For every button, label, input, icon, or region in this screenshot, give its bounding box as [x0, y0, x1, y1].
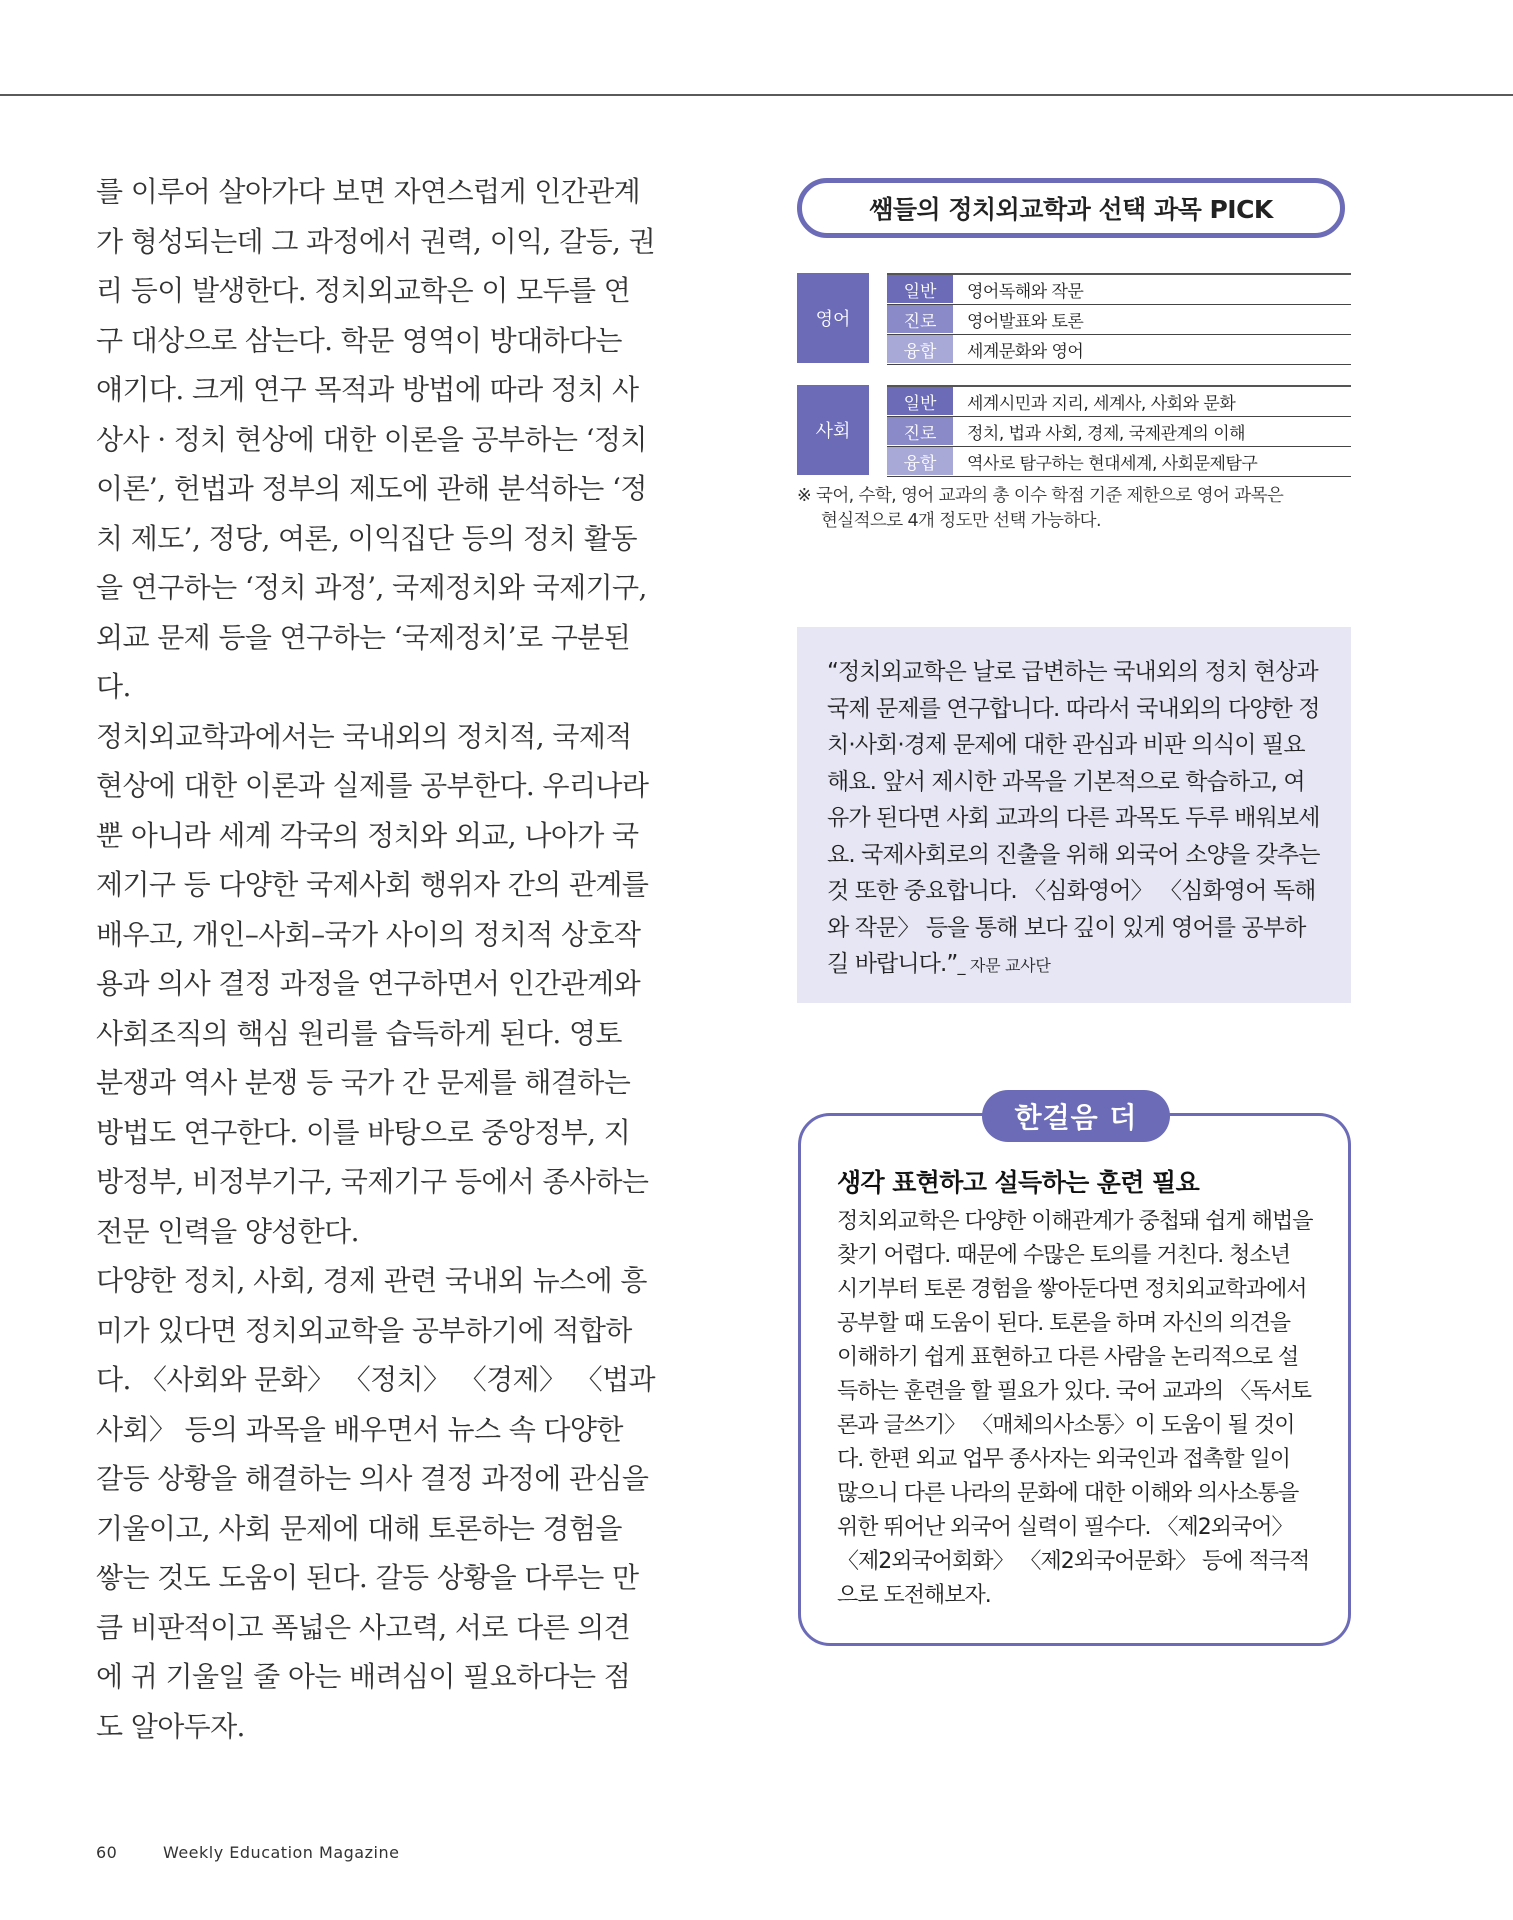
- subject-row: [887, 305, 1351, 335]
- row-text: 역사로 탐구하는 현대세계, 사회문제탐구: [967, 454, 1258, 474]
- more-heading: 생각 표현하고 설득하는 훈련 필요: [837, 1168, 1200, 1197]
- subject-rows: [887, 385, 1351, 477]
- table-footnote: [797, 484, 1357, 534]
- quote-body: “정치외교학은 날로 급변하는 국내외의 정치 현상과 국제 문제를 연구합니다. 따라서 국내외의 다양한 정치·사회·경제 문제에 대한 관심과 비판 의식이 필요해요. 앞서 제시한 과목을 기본적으로 학습하고, 여유가 된다면 사회 교과의 다른 과목도 두루 배워보세요. 국제사회로의 진출을 위해 외국어 소양을 갖추는 것 또한 중요합니다. 〈심화영어〉 〈심화영어 독해와 작문〉 등을 통해 보다 깊이 있게 영어를 공부하길 바랍니다.”: [827, 659, 1320, 977]
- row-tag: 일반: [887, 275, 953, 304]
- page-footer: [96, 1843, 399, 1862]
- subject-row: [887, 387, 1351, 417]
- more-text: 정치외교학은 다양한 이해관계가 중첩돼 쉽게 해법을 찾기 어렵다. 때문에 수많은 토의를 거친다. 청소년 시기부터 토론 경험을 쌓아둔다면 정치외교학과에서 공부할 때 도움이 된다. 토론을 하며 자신의 의견을 이해하기 쉽게 표현하고 다른 사람을 논리적으로 설득하는 훈련을 할 필요가 있다. 국어 교과의 〈독서토론과 글쓰기〉 〈매체의사소통〉이 도움이 될 것이다. 한편 외교 업무 종사자는 외국인과 접촉할 일이 많으니 다른 나라의 문화에 대한 이해와 의사소통을 위한 뛰어난 외국어 실력이 필수다. 〈제2외국어〉 〈제2외국어회화〉 〈제2외국어문화〉 등에 적극적으로 도전해보자.: [837, 1209, 1313, 1608]
- subject-row: [887, 335, 1351, 365]
- row-tag: 진로: [887, 305, 953, 334]
- magazine-name: Weekly Education Magazine: [162, 1843, 400, 1862]
- advisor-quote-box: [797, 627, 1351, 1003]
- page-number: 60: [96, 1843, 118, 1862]
- header-rule: [0, 94, 1513, 96]
- article-body: [96, 167, 656, 1751]
- body-paragraph: 다양한 정치, 사회, 경제 관련 국내외 뉴스에 흥미가 있다면 정치외교학을 공부하기에 적합하다. 〈사회와 문화〉 〈정치〉 〈경제〉 〈법과 사회〉 등의 과목을 배우면서 뉴스 속 다양한 갈등 상황을 해결하는 의사 결정 과정에 관심을 기울이고, 사회 문제에 대해 토론하는 경험을 쌓는 것도 도움이 된다. 갈등 상황을 다루는 만큼 비판적이고 폭넓은 사고력, 서로 다른 의견에 귀 기울일 줄 아는 배려심이 필요하다는 점도 알아두자.: [96, 1264, 655, 1743]
- quote-text: [827, 654, 1323, 985]
- body-paragraph: 정치외교학과에서는 국내외의 정치적, 국제적 현상에 대한 이론과 실제를 공부한다. 우리나라뿐 아니라 세계 각국의 정치와 외교, 나아가 국제기구 등 다양한 국제사회 행위자 간의 관계를 배우고, 개인–사회–국가 사이의 정치적 상호작용과 의사 결정 과정을 연구하면서 인간관계와 사회조직의 핵심 원리를 습득하게 된다. 영토 분쟁과 역사 분쟁 등 국가 간 문제를 해결하는 방법도 연구한다. 이를 바탕으로 중앙정부, 지방정부, 비정부기구, 국제기구 등에서 종사하는 전문 인력을 양성한다.: [96, 719, 649, 1248]
- footnote-line: ※ 국어, 수학, 영어 교과의 총 이수 학점 기준 제한으로 영어 과목은: [797, 486, 1284, 506]
- subject-row: [887, 275, 1351, 305]
- row-tag: 융합: [887, 335, 953, 364]
- row-tag: 일반: [887, 387, 953, 416]
- row-text: 영어독해와 작문: [967, 282, 1084, 302]
- body-paragraph: 를 이루어 살아가다 보면 자연스럽게 인간관계가 형성되는데 그 과정에서 권력, 이익, 갈등, 권리 등이 발생한다. 정치외교학은 이 모두를 연구 대상으로 삼는다. 학문 영역이 방대하다는 얘기다. 크게 연구 목적과 방법에 따라 정치 사상사 · 정치 현상에 대한 이론을 공부하는 ‘정치 이론’, 헌법과 정부의 제도에 관해 분석하는 ‘정치 제도’, 정당, 여론, 이익집단 등의 정치 활동을 연구하는 ‘정치 과정’, 국제정치와 국제기구, 외교 문제 등을 연구하는 ‘국제정치’로 구분된다.: [96, 175, 656, 703]
- pick-title: 쌤들의 정치외교학과 선택 과목 PICK: [797, 178, 1345, 238]
- row-text: 세계시민과 지리, 세계사, 사회와 문화: [967, 394, 1236, 414]
- subject-rows: [887, 273, 1351, 365]
- subject-label: 사회: [797, 385, 869, 475]
- row-tag: 진로: [887, 417, 953, 446]
- row-text: 세계문화와 영어: [967, 342, 1084, 362]
- more-badge: 한걸음 더: [982, 1090, 1170, 1142]
- subject-row: [887, 447, 1351, 477]
- row-text: 영어발표와 토론: [967, 312, 1084, 332]
- quote-source: _ 자문 교사단: [957, 956, 1051, 975]
- row-text: 정치, 법과 사회, 경제, 국제관계의 이해: [967, 424, 1246, 444]
- one-step-more-box: [798, 1113, 1351, 1646]
- footnote-line: 현실적으로 4개 정도만 선택 가능하다.: [821, 511, 1101, 531]
- subject-row: [887, 417, 1351, 447]
- subject-label: 영어: [797, 273, 869, 363]
- row-tag: 융합: [887, 447, 953, 476]
